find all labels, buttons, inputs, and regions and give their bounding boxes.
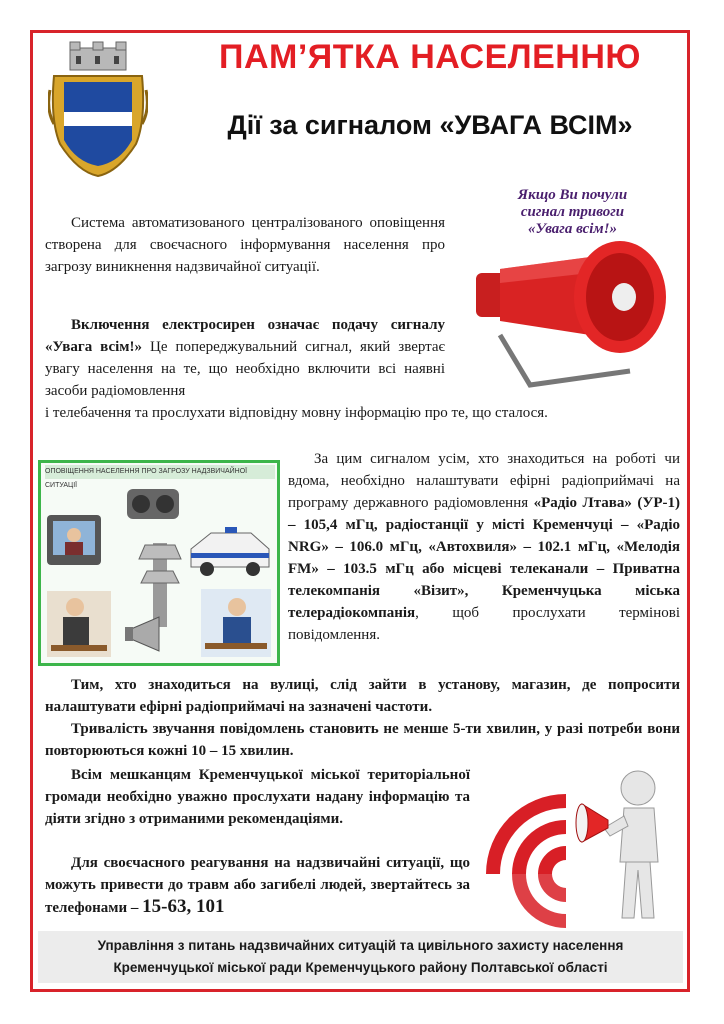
megaphone-man-icon (478, 758, 683, 928)
paragraph-duration: Тривалість звучання повідомлень становить не менше 5-ти хвилин, у разі потреби вони повторюються кожні 10 – 15 хвилин. (45, 721, 680, 759)
coat-of-arms-icon (48, 40, 148, 180)
paragraph-radio-stations-bold: «Радіо Лтава» (УР-1) – 105,4 мГц, радіостанції у місті Кременчуці – «Радіо NRG» – 106.0 мГц, «Автохвиля» – 102.1 мГц, «Мелодія FM» – 103.5 мГц або місцеві телеканали – Приватна телекомпанія «Візит», Кременчуцька міська телерадіокомпанія (288, 495, 680, 621)
paragraph-sirens-tail: і телебачення та прослухати відповідну мовну інформацію про те, що сталося. (45, 405, 548, 421)
notification-illustration (38, 460, 280, 666)
page-subtitle: Дії за сигналом «УВАГА ВСІМ» (227, 110, 633, 140)
illustration-scene (41, 479, 277, 663)
siren-picture (460, 185, 685, 395)
siren-icon (460, 185, 685, 395)
police-car-icon (191, 527, 269, 576)
paragraph-contacts (45, 852, 470, 919)
siren-caption-line: «Увага всім!» (527, 221, 618, 237)
paragraph-radio-stations (288, 448, 680, 646)
radio-icon (127, 489, 179, 519)
phone-person-icon (47, 591, 111, 657)
siren-caption-line: Якщо Ви почули (517, 187, 628, 203)
illustration-title: ОПОВІЩЕННЯ НАСЕЛЕННЯ ПРО ЗАГРОЗУ НАДЗВИЧАЙНОЇ СИТУАЦІЇ (45, 465, 275, 479)
sound-waves-icon (486, 794, 566, 928)
footer-line: Кременчуцької міської ради Кременчуцького району Полтавської області (113, 960, 608, 975)
page-title: ПАМ’ЯТКА НАСЕЛЕННЮ (219, 38, 641, 76)
footer-line: Управління з питань надзвичайних ситуацій та цивільного захисту населення (97, 938, 624, 953)
tv-icon (47, 515, 101, 565)
paragraph-radio-end: , щоб прослухати термінові повідомлення. (288, 605, 680, 643)
paragraph-sirens-bold: Включення електросирен означає подачу сигналу «Увага всім!» (45, 317, 445, 355)
crown-icon (70, 42, 126, 70)
loudspeaker-tower-icon (139, 543, 181, 627)
siren-caption-line: сигнал тривоги (520, 204, 625, 220)
phone-numbers: 15-63, 101 (142, 896, 225, 917)
paragraph-residents: Всім мешканцям Кременчуцької міської територіальної громади необхідно уважно прослухати надану інформацію та діяти згідно з отриманими рекомендаціями. (45, 767, 470, 827)
paragraph-sirens (45, 314, 445, 402)
paragraph-contacts-text: Для своєчасного реагування на надзвичайні ситуації, що можуть привести до травм або загибелі людей, звертайтесь за телефонами – (45, 855, 470, 916)
speaker-horn-icon (125, 617, 159, 651)
paragraph-sirens-rest: Це попереджувальний сигнал, який звертає увагу населення на те, що необхідно включити всі наявні засоби радіомовлення (45, 339, 445, 399)
office-worker-icon (201, 589, 271, 657)
megaphone-man-picture (478, 758, 683, 928)
person-figure-icon (604, 771, 658, 918)
paragraph-system: Система автоматизованого централізованого оповіщення створена для своєчасного інформування населення про загрозу виникнення надзвичайної ситуації. (45, 215, 445, 275)
footer (38, 931, 683, 983)
paragraph-radio-start: За цим сигналом усім, хто знаходиться на роботі чи вдома, необхідно налаштувати ефірні радіоприймачі на програму державного радіомовлення (288, 451, 680, 511)
megaphone-icon (576, 804, 608, 842)
paragraph-street: Тим, хто знаходиться на вулиці, слід зайти в установу, магазин, де попросити налаштувати ефірні радіоприймачі на зазначені частоти. (45, 677, 680, 715)
